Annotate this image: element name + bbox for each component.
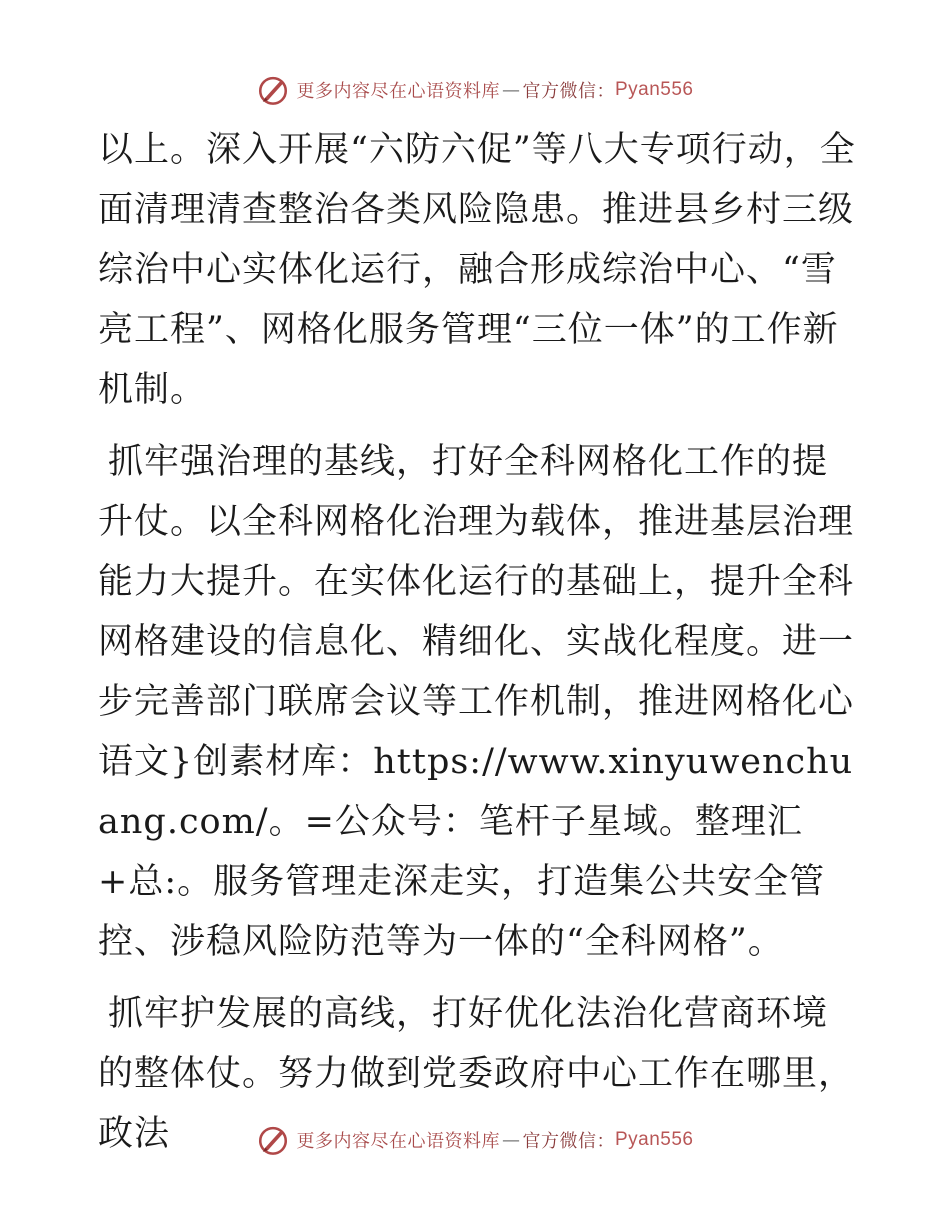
paragraph-2: 抓牢强治理的基线，打好全科网格化工作的提升仗。以全科网格化治理为载体，推进基层治理能力大提升。在实体化运行的基础上，提升全科网格建设的信息化、精细化、实战化程度。进一步完善部门联席会议等工作机制，推进网格化心语文}创素材库：https://www.xinyuwenchuang.com/。=公众号：笔杆子星域。整理汇+总:。服务管理走深走实，打造集公共安全管控、涉稳风险防范等为一体的“全科网格”。 bbox=[98, 442, 855, 962]
paragraph-1: 以上。深入开展“六防六促”等八大专项行动，全面清理清查整治各类风险隐患。推进县乡村三级综治中心实体化运行，融合形成综治中心、“雪亮工程”、网格化服务管理“三位一体”的工作新机制。 bbox=[98, 130, 856, 410]
banner-wechat-id: Pyan556 bbox=[614, 1129, 694, 1150]
header-watermark-banner bbox=[0, 70, 950, 110]
banner-wechat-label: 官方微信： bbox=[522, 1131, 615, 1152]
quill-pen-logo-icon bbox=[256, 73, 290, 107]
banner-wechat-id: Pyan556 bbox=[614, 79, 694, 100]
banner-wechat-label: 官方微信： bbox=[522, 81, 615, 102]
document-body bbox=[98, 120, 858, 1164]
banner-main-text: 更多内容尽在心语资料库 bbox=[296, 81, 500, 102]
quill-pen-logo-icon bbox=[256, 1123, 290, 1157]
banner-separator: — bbox=[501, 79, 521, 101]
banner-separator: — bbox=[501, 1129, 521, 1151]
footer-watermark-banner bbox=[0, 1120, 950, 1160]
paragraph-3: 抓牢护发展的高线，打好优化法治化营商环境的整体仗。努力做到党委政府中心工作在哪里，政法 bbox=[98, 994, 855, 1154]
banner-main-text: 更多内容尽在心语资料库 bbox=[296, 1131, 500, 1152]
